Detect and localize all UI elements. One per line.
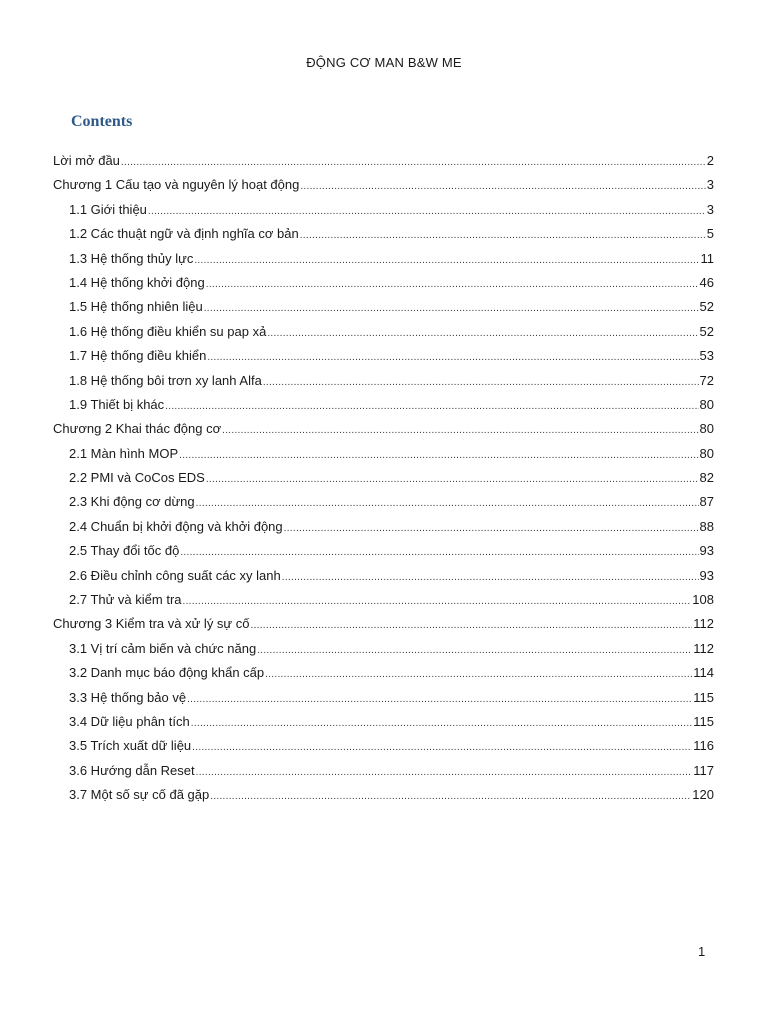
- toc-entry[interactable]: [53, 297, 714, 321]
- toc-entry[interactable]: [53, 639, 714, 663]
- toc-dot-leader: [196, 761, 693, 783]
- toc-entry-page: 120: [692, 787, 714, 803]
- toc-entry-page: 72: [699, 372, 714, 388]
- toc-entry-page: 80: [699, 396, 714, 412]
- toc-entry-page: 88: [699, 518, 714, 534]
- toc-entry[interactable]: [53, 249, 714, 273]
- toc-entry[interactable]: [53, 614, 714, 638]
- toc-entry[interactable]: [53, 371, 714, 395]
- toc-dot-leader: [210, 785, 691, 807]
- toc-entry-title: 1.3 Hệ thống thủy lực: [69, 250, 194, 266]
- toc-dot-leader: [282, 566, 699, 588]
- toc-dot-leader: [187, 688, 692, 710]
- toc-entry-page: 112: [693, 616, 714, 632]
- toc-dot-leader: [204, 297, 699, 319]
- toc-dot-leader: [194, 249, 699, 271]
- toc-entry-title: Chương 3 Kiểm tra và xử lý sự cố: [53, 616, 250, 632]
- toc-entry-title: Chương 1 Cấu tạo và nguyên lý hoạt động: [53, 177, 300, 193]
- toc-dot-leader: [148, 200, 706, 222]
- table-of-contents: [53, 151, 714, 810]
- toc-entry-page: 116: [693, 738, 714, 754]
- toc-entry-page: 2: [706, 153, 714, 168]
- page-number: 1: [698, 944, 706, 959]
- toc-entry[interactable]: [53, 151, 714, 175]
- toc-dot-leader: [265, 663, 692, 685]
- toc-dot-leader: [165, 395, 698, 417]
- toc-dot-leader: [192, 736, 692, 758]
- toc-entry[interactable]: [53, 273, 714, 297]
- toc-entry-title: 1.5 Hệ thống nhiên liệu: [69, 299, 203, 315]
- toc-entry-title: 3.3 Hệ thống bảo vệ: [69, 689, 187, 705]
- toc-entry[interactable]: [53, 468, 714, 492]
- toc-entry-title: 1.7 Hệ thống điều khiển: [69, 348, 207, 364]
- toc-entry-title: 3.5 Trích xuất dữ liệu: [69, 738, 192, 754]
- toc-entry-page: 114: [693, 665, 714, 681]
- toc-entry-page: 46: [699, 274, 714, 290]
- toc-entry[interactable]: [53, 200, 714, 224]
- toc-entry[interactable]: [53, 322, 714, 346]
- toc-entry-page: 117: [693, 762, 714, 778]
- toc-dot-leader: [191, 712, 693, 734]
- toc-entry-page: 82: [699, 470, 714, 486]
- toc-entry-title: 2.1 Màn hình MOP: [69, 445, 179, 461]
- toc-entry-title: 1.2 Các thuật ngữ và định nghĩa cơ bản: [69, 226, 299, 242]
- toc-entry-title: 1.6 Hệ thống điều khiển su pap xả: [69, 323, 267, 339]
- toc-entry[interactable]: [53, 663, 714, 687]
- toc-entry[interactable]: [53, 590, 714, 614]
- toc-dot-leader: [206, 273, 699, 295]
- toc-entry[interactable]: [53, 688, 714, 712]
- toc-dot-leader: [183, 590, 692, 612]
- toc-dot-leader: [196, 492, 699, 514]
- toc-entry[interactable]: [53, 444, 714, 468]
- toc-entry-title: 2.6 Điều chỉnh công suất các xy lanh: [69, 567, 281, 583]
- toc-entry-page: 80: [699, 445, 714, 461]
- toc-entry-page: 112: [693, 640, 714, 656]
- toc-dot-leader: [284, 517, 699, 539]
- toc-dot-leader: [257, 639, 692, 661]
- toc-entry-title: 3.1 Vị trí cảm biến và chức năng: [69, 640, 257, 656]
- toc-entry-page: 93: [699, 567, 714, 583]
- toc-entry-page: 115: [693, 689, 714, 705]
- toc-entry[interactable]: [53, 346, 714, 370]
- toc-dot-leader: [206, 468, 699, 490]
- toc-entry[interactable]: [53, 761, 714, 785]
- document-header: ĐỘNG CƠ MAN B&W ME: [306, 55, 462, 70]
- toc-entry-title: 1.4 Hệ thống khởi động: [69, 274, 205, 290]
- toc-dot-leader: [263, 371, 699, 393]
- toc-entry[interactable]: [53, 175, 714, 199]
- toc-entry-title: 1.8 Hệ thống bôi trơn xy lanh Alfa: [69, 372, 262, 388]
- toc-entry-title: 2.7 Thử và kiểm tra: [69, 592, 182, 608]
- toc-dot-leader: [179, 444, 698, 466]
- toc-dot-leader: [207, 346, 698, 368]
- toc-entry-page: 52: [699, 323, 714, 339]
- toc-dot-leader: [121, 151, 706, 173]
- toc-entry-page: 115: [693, 713, 714, 729]
- toc-entry-page: 52: [699, 299, 714, 315]
- toc-entry-title: 3.7 Một số sự cố đã gặp: [69, 787, 210, 803]
- toc-entry-title: Lời mở đầu: [53, 153, 120, 168]
- toc-dot-leader: [267, 322, 698, 344]
- toc-dot-leader: [300, 224, 706, 246]
- toc-entry-page: 3: [706, 177, 714, 193]
- toc-entry[interactable]: [53, 566, 714, 590]
- toc-entry-title: 3.2 Danh mục báo động khẩn cấp: [69, 665, 265, 681]
- toc-entry[interactable]: [53, 492, 714, 516]
- contents-heading: Contents: [71, 113, 133, 130]
- toc-entry[interactable]: [53, 541, 714, 565]
- toc-entry[interactable]: [53, 419, 714, 443]
- toc-entry[interactable]: [53, 785, 714, 809]
- toc-entry-title: 2.3 Khi động cơ dừng: [69, 494, 195, 510]
- toc-entry-page: 3: [706, 201, 714, 217]
- toc-entry[interactable]: [53, 395, 714, 419]
- toc-entry-title: Chương 2 Khai thác động cơ: [53, 421, 222, 437]
- toc-entry-page: 5: [706, 226, 714, 242]
- toc-entry[interactable]: [53, 712, 714, 736]
- toc-entry-title: 1.1 Giới thiệu: [69, 201, 147, 217]
- toc-entry-page: 93: [699, 543, 714, 559]
- toc-entry-title: 3.6 Hướng dẫn Reset: [69, 762, 195, 778]
- toc-dot-leader: [300, 175, 705, 197]
- toc-dot-leader: [222, 419, 698, 441]
- toc-entry-page: 87: [699, 494, 714, 510]
- toc-entry-page: 53: [699, 348, 714, 364]
- toc-entry-title: 3.4 Dữ liệu phân tích: [69, 713, 190, 729]
- toc-dot-leader: [250, 614, 692, 636]
- toc-entry-title: 2.2 PMI và CoCos EDS: [69, 470, 205, 486]
- toc-entry-title: 1.9 Thiết bị khác: [69, 396, 165, 412]
- toc-entry-title: 2.5 Thay đổi tốc độ: [69, 543, 180, 559]
- toc-entry-page: 108: [692, 592, 714, 608]
- toc-entry-page: 11: [700, 250, 714, 266]
- toc-entry-title: 2.4 Chuẩn bị khởi động và khởi động: [69, 518, 283, 534]
- toc-entry[interactable]: [53, 224, 714, 248]
- toc-entry[interactable]: [53, 517, 714, 541]
- toc-entry[interactable]: [53, 736, 714, 760]
- toc-dot-leader: [180, 541, 698, 563]
- toc-entry-page: 80: [699, 421, 714, 437]
